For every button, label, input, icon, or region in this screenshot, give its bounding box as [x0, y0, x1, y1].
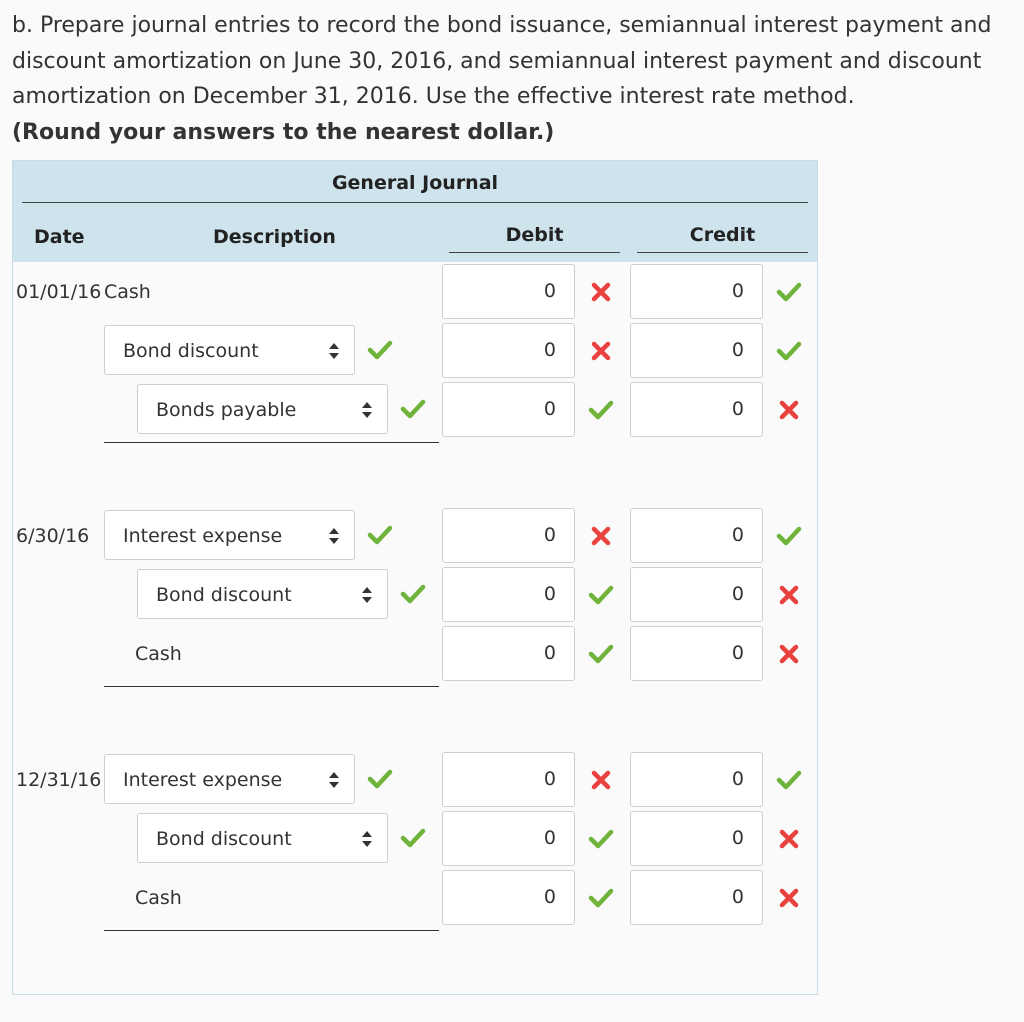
debit-value: 0 [543, 339, 556, 361]
instructions-line-2: discount amortization on June 30, 2016, and semiannual interest payment and discount [12, 48, 982, 74]
credit-input[interactable] [630, 752, 763, 807]
entry-underline [104, 686, 439, 687]
column-header-debit: Debit [505, 224, 564, 246]
account-select[interactable] [137, 813, 388, 863]
instructions-round-note: (Round your answers to the nearest dollar.) [12, 119, 555, 145]
cross-icon [776, 641, 802, 667]
debit-input[interactable] [442, 382, 575, 437]
debit-input[interactable] [442, 870, 575, 925]
up-down-arrows-icon [328, 342, 340, 360]
debit-input[interactable] [442, 264, 575, 319]
instructions-line-1: b. Prepare journal entries to record the bond issuance, semiannual interest payment and [12, 13, 992, 38]
check-icon [367, 337, 393, 363]
check-icon [588, 582, 614, 608]
credit-input[interactable] [630, 264, 763, 319]
check-icon [776, 279, 802, 305]
account-select-label: Interest expense [123, 769, 283, 791]
debit-value: 0 [543, 398, 556, 420]
entry-underline [104, 442, 439, 443]
debit-input[interactable] [442, 323, 575, 378]
check-icon [588, 397, 614, 423]
debit-input[interactable] [442, 508, 575, 563]
debit-value: 0 [543, 583, 556, 605]
credit-input[interactable] [630, 508, 763, 563]
up-down-arrows-icon [361, 586, 373, 604]
cross-icon [588, 338, 614, 364]
credit-value: 0 [731, 583, 744, 605]
check-icon [776, 767, 802, 793]
debit-value: 0 [543, 768, 556, 790]
check-icon [400, 396, 426, 422]
credit-value: 0 [731, 768, 744, 790]
account-select[interactable] [137, 569, 388, 619]
credit-input[interactable] [630, 626, 763, 681]
debit-value: 0 [543, 886, 556, 908]
entry-underline [104, 930, 439, 931]
account-select-label: Bond discount [156, 584, 292, 606]
credit-value: 0 [731, 827, 744, 849]
check-icon [588, 826, 614, 852]
account-name: Cash [104, 281, 151, 303]
journal-header [13, 161, 817, 262]
check-icon [400, 581, 426, 607]
debit-value: 0 [543, 524, 556, 546]
account-select[interactable] [104, 325, 355, 375]
debit-input[interactable] [442, 752, 575, 807]
account-select-label: Bonds payable [156, 399, 297, 421]
credit-value: 0 [731, 339, 744, 361]
title-divider [22, 202, 808, 203]
instructions [12, 8, 1012, 150]
check-icon [367, 766, 393, 792]
credit-value: 0 [731, 280, 744, 302]
credit-input[interactable] [630, 811, 763, 866]
account-select-label: Bond discount [123, 340, 259, 362]
up-down-arrows-icon [328, 527, 340, 545]
account-select[interactable] [104, 754, 355, 804]
check-icon [400, 825, 426, 851]
credit-input[interactable] [630, 382, 763, 437]
entry-date: 01/01/16 [16, 281, 102, 303]
column-header-credit: Credit [689, 224, 756, 246]
account-name: Cash [135, 887, 182, 909]
credit-input[interactable] [630, 870, 763, 925]
debit-value: 0 [543, 280, 556, 302]
check-icon [776, 338, 802, 364]
cross-icon [776, 582, 802, 608]
debit-input[interactable] [442, 567, 575, 622]
entry-date: 6/30/16 [16, 525, 90, 547]
entry-date: 12/31/16 [16, 769, 102, 791]
debit-input[interactable] [442, 626, 575, 681]
column-header-date: Date [34, 226, 85, 248]
credit-value: 0 [731, 886, 744, 908]
credit-value: 0 [731, 524, 744, 546]
check-icon [776, 523, 802, 549]
up-down-arrows-icon [361, 401, 373, 419]
check-icon [588, 641, 614, 667]
up-down-arrows-icon [361, 830, 373, 848]
credit-input[interactable] [630, 567, 763, 622]
debit-value: 0 [543, 827, 556, 849]
cross-icon [776, 826, 802, 852]
debit-header-rule [449, 252, 620, 253]
account-name: Cash [135, 643, 182, 665]
account-select-label: Interest expense [123, 525, 283, 547]
column-header-description: Description [213, 226, 336, 248]
account-select[interactable] [104, 510, 355, 560]
check-icon [367, 522, 393, 548]
check-icon [588, 885, 614, 911]
journal-title: General Journal [331, 172, 499, 194]
debit-input[interactable] [442, 811, 575, 866]
up-down-arrows-icon [328, 771, 340, 789]
cross-icon [588, 767, 614, 793]
credit-input[interactable] [630, 323, 763, 378]
account-select-label: Bond discount [156, 828, 292, 850]
credit-header-rule [637, 252, 808, 253]
credit-value: 0 [731, 398, 744, 420]
cross-icon [776, 397, 802, 423]
cross-icon [776, 885, 802, 911]
general-journal [12, 160, 818, 995]
account-select[interactable] [137, 384, 388, 434]
cross-icon [588, 523, 614, 549]
credit-value: 0 [731, 642, 744, 664]
debit-value: 0 [543, 642, 556, 664]
instructions-line-3: amortization on December 31, 2016. Use the effective interest rate method. [12, 84, 855, 109]
cross-icon [588, 279, 614, 305]
